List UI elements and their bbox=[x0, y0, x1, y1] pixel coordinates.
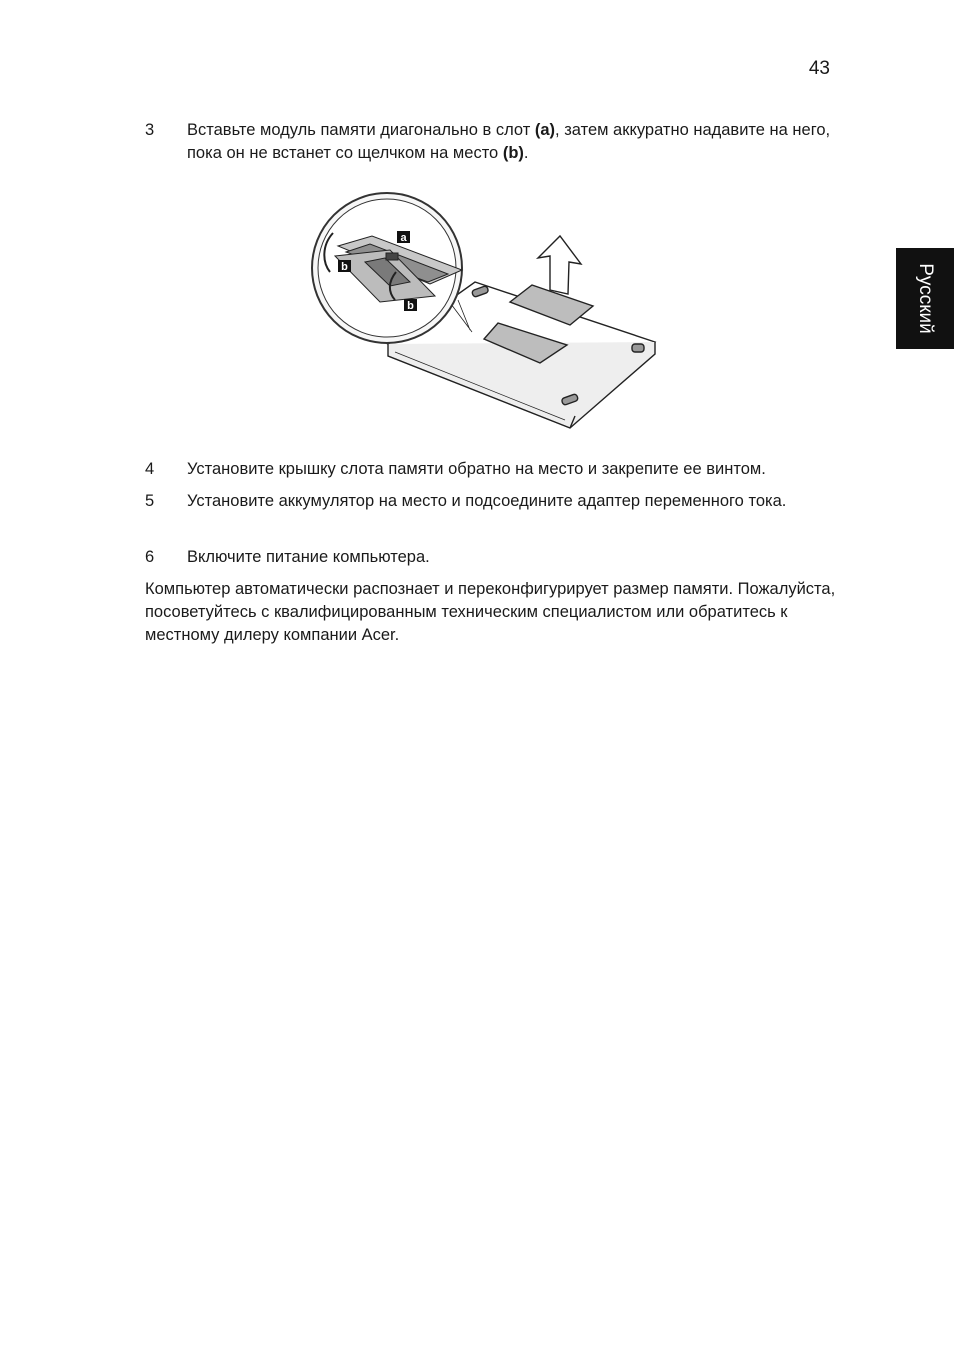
language-tab-label: Русский bbox=[915, 263, 936, 334]
figure-label-b: b bbox=[407, 300, 414, 312]
step-text: Включите питание компьютера. bbox=[187, 548, 430, 566]
figure-label-b: b bbox=[341, 261, 348, 273]
memory-installation-illustration bbox=[305, 188, 665, 432]
step-text-part: , затем аккуратно надавите на него, пока он не встанет со щелчком на место bbox=[187, 121, 831, 162]
figure-label-a: a bbox=[400, 232, 407, 244]
step-number: 6 bbox=[145, 548, 155, 566]
step-text bbox=[187, 119, 837, 165]
closing-paragraph: Компьютер автоматически распознает и переконфигурирует размер памяти. Пожалуйста, посоветуйтесь с квалифицированным техническим специалистом или обратитесь к местному дилеру компании Acer. bbox=[145, 580, 836, 644]
step-text-part: . bbox=[523, 144, 529, 162]
language-tab bbox=[896, 248, 954, 349]
step-number: 5 bbox=[145, 492, 155, 510]
slot-label-a: (a) bbox=[534, 121, 556, 139]
slot-label-b: (b) bbox=[502, 144, 524, 162]
step-number: 4 bbox=[145, 460, 155, 478]
step-text: Установите крышку слота памяти обратно на место и закрепите ее винтом. bbox=[187, 460, 766, 478]
step-number: 3 bbox=[145, 121, 155, 139]
page-number: 43 bbox=[808, 58, 830, 79]
step-text: Установите аккумулятор на место и подсоедините адаптер переменного тока. bbox=[187, 492, 787, 510]
step-text-part: Вставьте модуль памяти диагонально в слот bbox=[187, 121, 535, 139]
